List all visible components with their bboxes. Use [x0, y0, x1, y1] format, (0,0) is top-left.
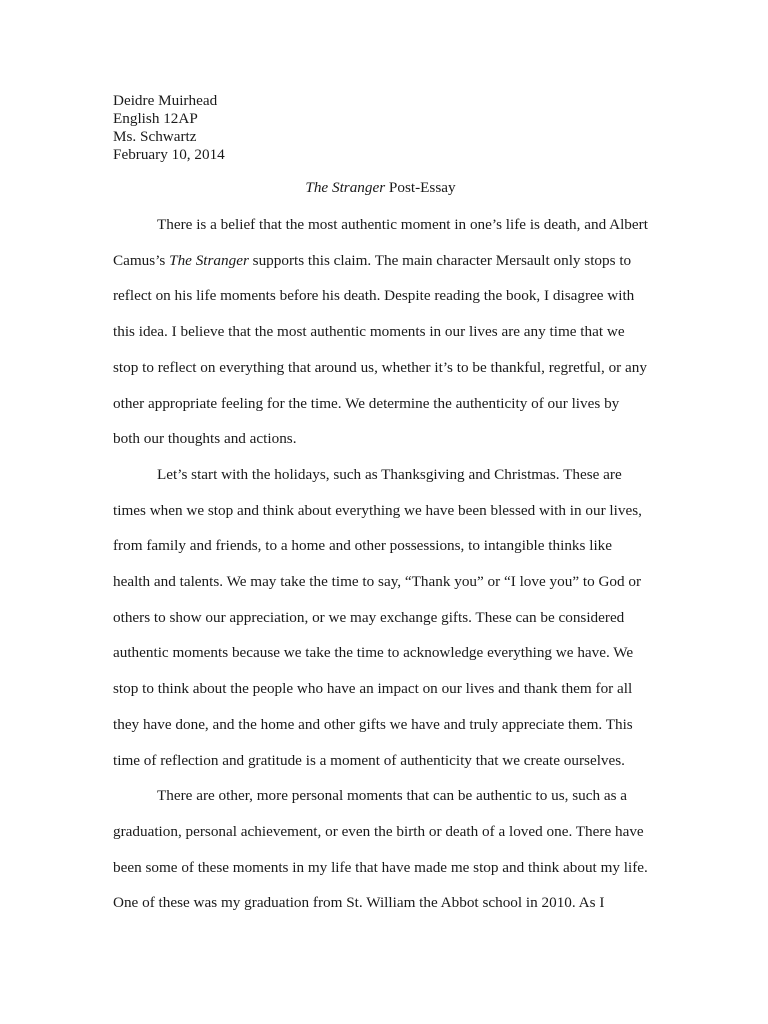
essay-title	[113, 176, 648, 200]
essay-title-italic: The Stranger	[305, 179, 386, 196]
teacher-name: Ms. Schwartz	[113, 128, 197, 145]
paragraph-3: There are other, more personal moments that can be authentic to us, such as a graduation, personal achievement, or even the birth or death of a loved one. There have been some of these moments in my life that have made me stop and think about my life. One of these was my graduation from St. William the Abbot school in 2010. As I	[113, 787, 648, 912]
paragraph-1-part-b: supports this claim. The main character Mersault only stops to reflect on his life moments before his death. Despite reading the book, I disagree with this idea. I believe that the most authentic moments in our lives are any time that we stop to reflect on everything that around us, whether it’s to be thankful, regretful, or any other appropriate feeling for the time. We determine the authenticity of our lives by both our thoughts and actions.	[113, 251, 647, 448]
essay-title-rest: Post-Essay	[385, 179, 456, 196]
paragraph-1	[113, 207, 648, 457]
paragraph-1-part-a: There is a belief that the most authentic moment in one’s life is death, and Albert Camus’s	[113, 216, 648, 269]
essay-body	[113, 207, 648, 921]
paragraph-1-book-title: The Stranger	[169, 251, 249, 269]
paragraph-2: Let’s start with the holidays, such as Thanksgiving and Christmas. These are times when we stop and think about everything we have been blessed with in our lives, from family and friends, to a home and other possessions, to intangible thinks like health and talents. We may take the time to say, “Thank you” or “I love you” to God or others to show our appreciation, or we may exchange gifts. These can be considered authentic moments because we take the time to acknowledge everything we have. We stop to think about the people who have an impact on our lives and thank them for all they have done, and the home and other gifts we have and truly appreciate them. This time of reflection and gratitude is a moment of authenticity that we create ourselves.	[113, 465, 642, 769]
document-date: February 10, 2014	[113, 146, 225, 163]
header-block	[113, 92, 648, 164]
course-name: English 12AP	[113, 110, 198, 127]
author-name: Deidre Muirhead	[113, 92, 218, 109]
